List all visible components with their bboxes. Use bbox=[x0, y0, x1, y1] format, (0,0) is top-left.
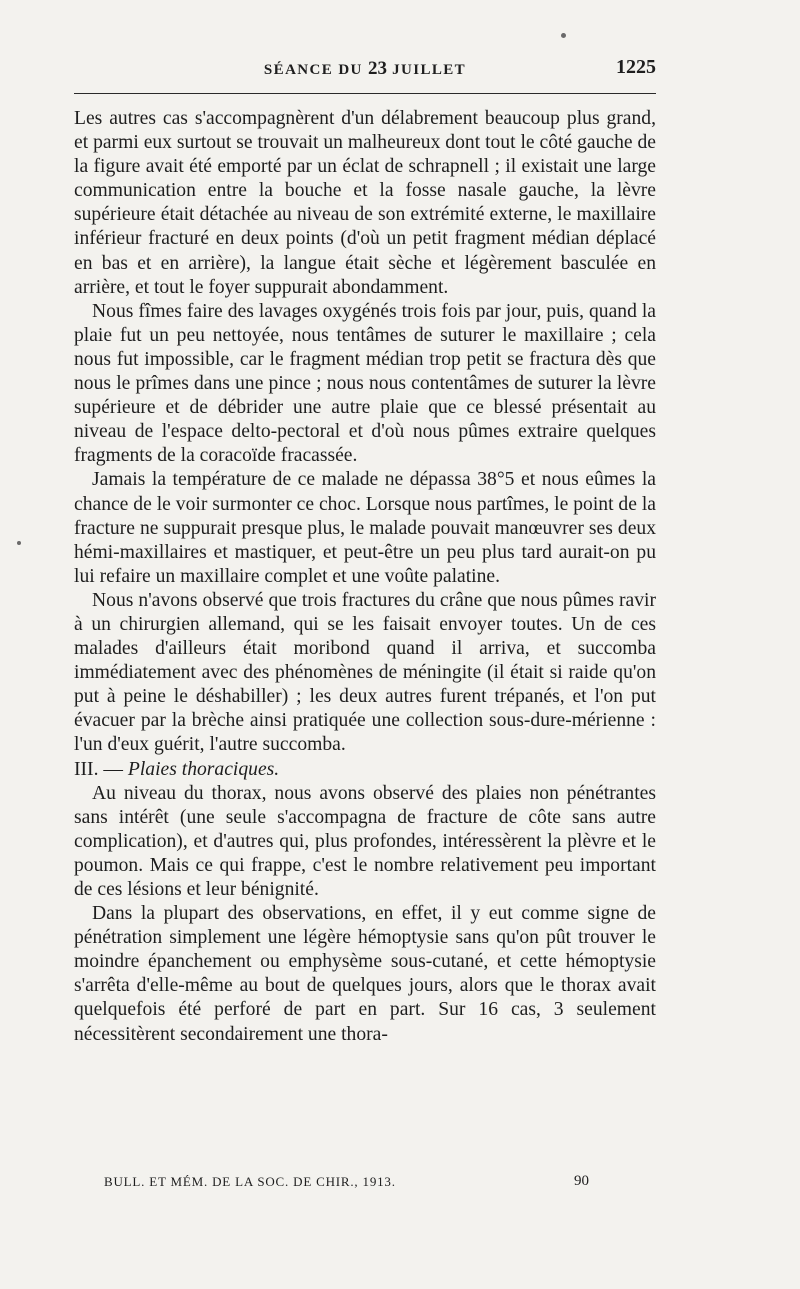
running-header bbox=[74, 56, 656, 82]
running-title bbox=[74, 58, 656, 80]
section-heading bbox=[74, 758, 656, 782]
running-title-pre: SÉANCE DU bbox=[263, 62, 368, 78]
signature-number: 90 bbox=[574, 1173, 589, 1189]
running-title-day: 23 bbox=[367, 58, 387, 79]
section-number: III. — bbox=[74, 758, 128, 780]
journal-footer: BULL. ET MÉM. DE LA SOC. DE CHIR., 1913. bbox=[104, 1174, 396, 1189]
footer bbox=[104, 1174, 604, 1190]
paragraph-5: Au niveau du thorax, nous avons observé des plaies non pénétrantes sans intérêt (une seule s'accompagna de fracture de côte sans autre complication), et d'autres qui, plus profondes, intéressèrent la plèvre et le poumon. Mais ce qui frappe, c'est le nombre relativement peu important de ces lésions et leur bénignité. bbox=[74, 782, 656, 900]
paragraph-4: Nous n'avons observé que trois fractures du crâne que nous pûmes ravir à un chirurgien allemand, qui se les faisait envoyer toutes. Un de ces malades d'ailleurs était moribond quand il arriva, et succomba immédiatement avec des phénomènes de méningite (il était si raide qu'on put à peine le déshabiller) ; les deux autres furent trépanés, et l'on put évacuer par la brèche ainsi pratiquée une collection sous-dure-mérienne : l'un d'eux guérit, l'autre succomba. bbox=[74, 589, 656, 756]
section-title: Plaies thoraciques. bbox=[127, 758, 280, 780]
ink-speck bbox=[561, 33, 566, 38]
paragraph-2: Nous fîmes faire des lavages oxygénés trois fois par jour, puis, quand la plaie fut un peu nettoyée, nous tentâmes de suturer le maxillaire ; cela nous fut impossible, car le fragment médian trop petit se fractura dès que nous le prîmes dans une pince ; nous nous contentâmes de suturer la lèvre supérieure et de débrider une autre plaie que ce blessé présentait au niveau de l'espace delto-pectoral et d'où nous pûmes extraire quelques fragments de la coracoïde fracassée. bbox=[74, 300, 656, 467]
paragraph-1: Les autres cas s'accompagnèrent d'un délabrement beaucoup plus grand, et parmi eux surtout se trouvait un malheureux dont tout le côté gauche de la figure avait été emporté par un éclat de schrapnell ; il existait une large communication entre la bouche et la fosse nasale gauche, la lèvre supérieure était détachée au niveau de son extrémité externe, le maxillaire inférieur fracturé en deux points (d'où un petit fragment médian déplacé en bas et en arrière), la langue était sèche et légèrement basculée en arrière, et tout le foyer suppurait abondamment. bbox=[74, 108, 656, 298]
paragraph-6: Dans la plupart des observations, en effet, il y eut comme signe de pénétration simplement une légère hémoptysie sans qu'on pût trouver le moindre épanchement ou emphysème sous-cutané, et cette hémoptysie s'arrêta d'elle-même au bout de quelques jours, alors que le thorax avait quelquefois été perforé de part en part. Sur 16 cas, 3 seulement nécessitèrent secondairement une thora- bbox=[74, 903, 656, 1045]
page-number: 1225 bbox=[616, 56, 656, 78]
header-rule bbox=[74, 93, 656, 94]
running-title-post: JUILLET bbox=[386, 62, 467, 78]
ink-speck bbox=[17, 541, 21, 545]
body-text bbox=[74, 107, 656, 1047]
paragraph-3: Jamais la température de ce malade ne dépassa 38°5 et nous eûmes la chance de le voir surmonter ce choc. Lorsque nous partîmes, le point de la fracture ne suppurait presque plus, le malade pouvait manœuvrer ses deux hémi-maxillaires et mastiquer, et peut-être un peu plus tard aurait-on pu lui refaire un maxillaire complet et une voûte palatine. bbox=[74, 469, 656, 587]
